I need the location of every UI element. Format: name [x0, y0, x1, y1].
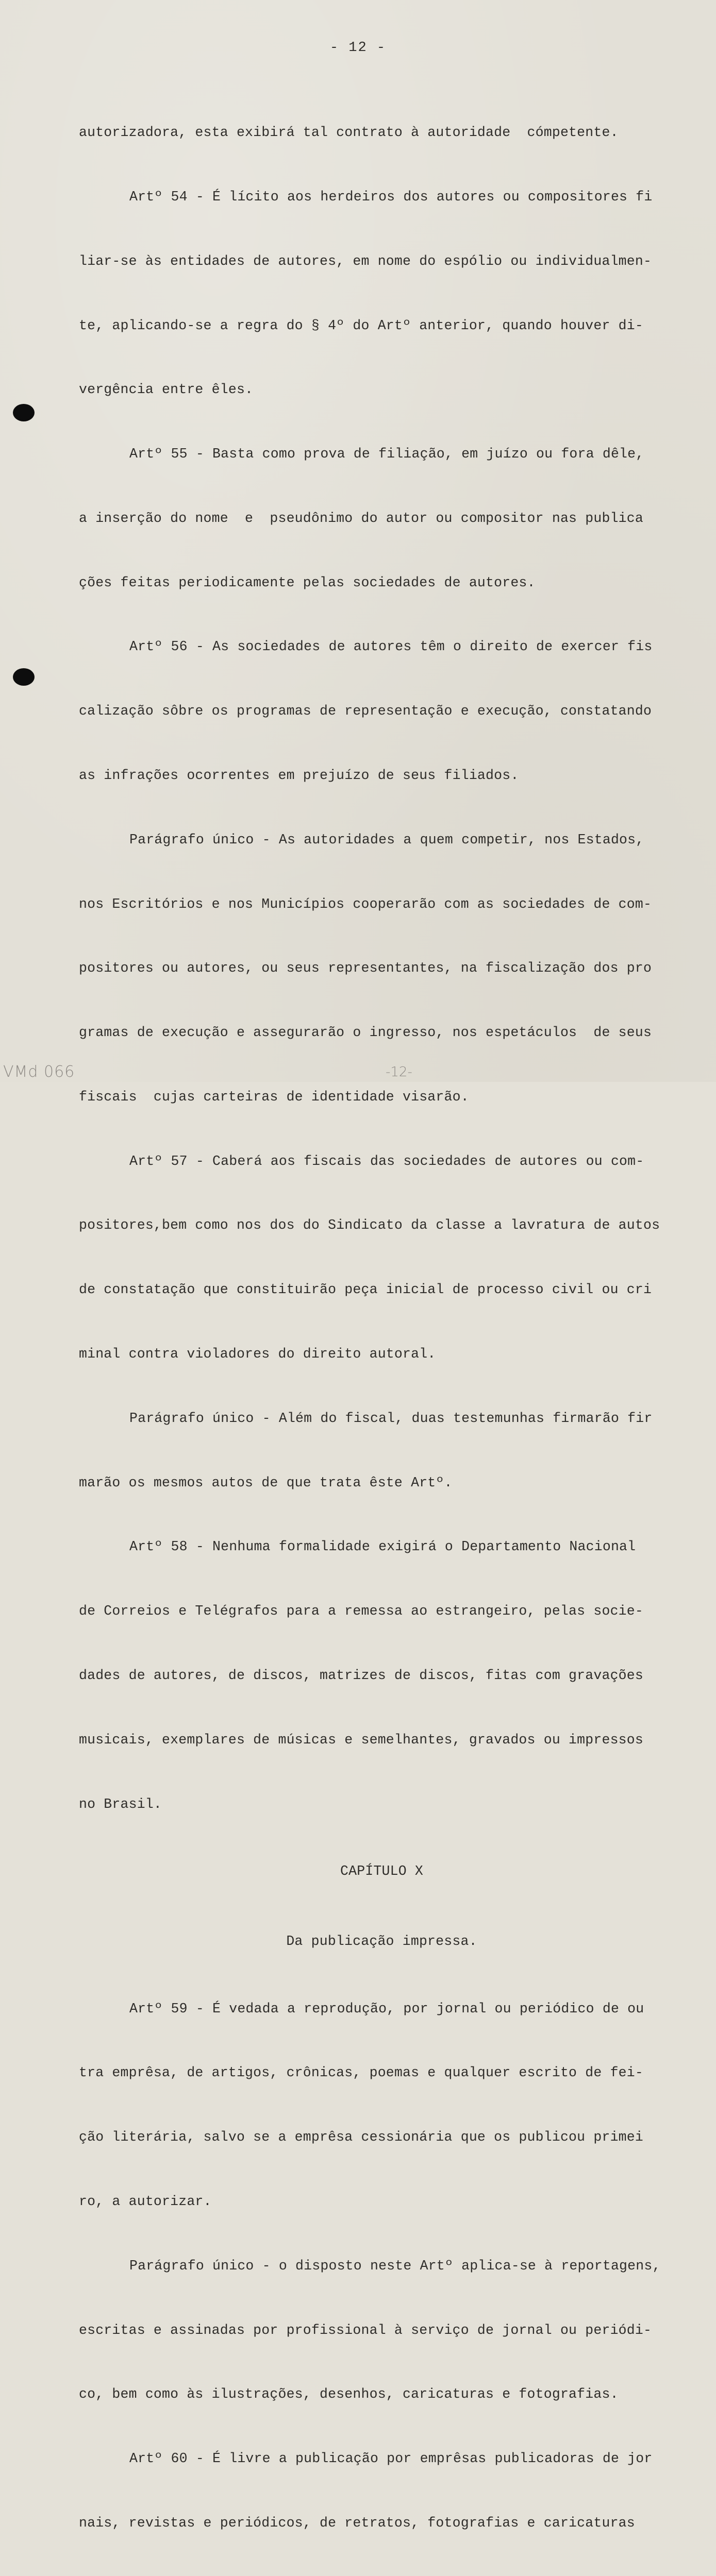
text-line: autorizadora, esta exibirá tal contrato à autoridade cómpetente. [79, 125, 619, 141]
handwritten-page-number: -12- [386, 1064, 412, 1080]
text-line: ções feitas periodicamente pelas sociedades de autores. [79, 574, 536, 590]
text-line: vergência entre êles. [79, 382, 254, 398]
chapter-subtitle: Da publicação impressa. [286, 1934, 477, 1950]
paragraph-unico-line: Parágrafo único - Além do fiscal, duas testemunhas firmarão fir [129, 1410, 653, 1426]
text-line: nos Escritórios e nos Municípios cooperarão com as sociedades de com- [79, 896, 652, 912]
text-line: tra emprêsa, de artigos, crônicas, poemas e qualquer escrito de fei- [79, 2065, 643, 2081]
article-55-line: Artº 55 - Basta como prova de filiação, em juízo ou fora dêle, [129, 446, 644, 462]
punch-hole [13, 404, 35, 421]
article-57-line: Artº 57 - Caberá aos fiscais das sociedades de autores ou com- [129, 1153, 644, 1169]
text-line: co, bem como às ilustrações, desenhos, caricaturas e fotografias. [79, 2386, 619, 2402]
article-54-line: Artº 54 - É lícito aos herdeiros dos autores ou compositores fi [129, 189, 653, 205]
article-60-line: Artº 60 - É livre a publicação por emprêsas publicadoras de jor [129, 2451, 653, 2467]
text-line: nais, revistas e periódicos, de retratos, fotografias e caricaturas [79, 2515, 635, 2531]
chapter-heading: CAPÍTULO X [340, 1863, 424, 1879]
punch-hole [13, 668, 35, 686]
page-number: - 12 - [329, 40, 387, 56]
text-line: positores ou autores, ou seus representantes, na fiscalização dos pro [79, 960, 652, 976]
paragraph-unico-line: Parágrafo único - o disposto neste Artº aplica-se à reportagens, [129, 2258, 661, 2274]
text-line: a inserção do nome e pseudônimo do autor ou compositor nas publica [79, 510, 643, 526]
text-line: ro, a autorizar. [79, 2194, 212, 2209]
text-line: musicais, exemplares de músicas e semelhantes, gravados ou impressos [79, 1732, 643, 1748]
article-58-line: Artº 58 - Nenhuma formalidade exigirá o Departamento Nacional [129, 1539, 636, 1555]
text-line: positores,bem como nos dos do Sindicato da classe a lavratura de autos [79, 1217, 660, 1233]
text-line: escritas e assinadas por profissional à serviço de jornal ou periódi- [79, 2322, 652, 2338]
article-59-line: Artº 59 - É vedada a reprodução, por jornal ou periódico de ou [129, 2001, 644, 2016]
text-line: calização sôbre os programas de representação e execução, constatando [79, 703, 652, 719]
text-line: as infrações ocorrentes em prejuízo de seus filiados. [79, 768, 519, 783]
text-line: ção literária, salvo se a emprêsa cessionária que os publicou primei [79, 2129, 643, 2145]
text-line: no Brasil. [79, 1796, 162, 1812]
text-line: marão os mesmos autos de que trata êste Artº. [79, 1475, 453, 1490]
article-56-line: Artº 56 - As sociedades de autores têm o direito de exercer fis [129, 639, 653, 655]
text-line: te, aplicando-se a regra do § 4º do Artº anterior, quando houver di- [79, 317, 643, 333]
text-line: minal contra violadores do direito autoral. [79, 1346, 436, 1362]
text-line: liar-se às entidades de autores, em nome do espólio ou individualmen- [79, 253, 652, 269]
text-line: dades de autores, de discos, matrizes de discos, fitas com gravações [79, 1667, 643, 1683]
handwritten-reference: VMd 066 [3, 1063, 75, 1081]
text-line: de Correios e Telégrafos para a remessa ao estrangeiro, pelas socie- [79, 1603, 643, 1619]
text-line: fiscais cujas carteiras de identidade visarão. [79, 1089, 469, 1105]
document-body [79, 79, 685, 2576]
paragraph-unico-line: Parágrafo único - As autoridades a quem competir, nos Estados, [129, 832, 644, 848]
text-line: gramas de execução e assegurarão o ingresso, nos espetáculos de seus [79, 1025, 652, 1041]
text-line: de constatação que constituirão peça inicial de processo civil ou cri [79, 1282, 652, 1298]
